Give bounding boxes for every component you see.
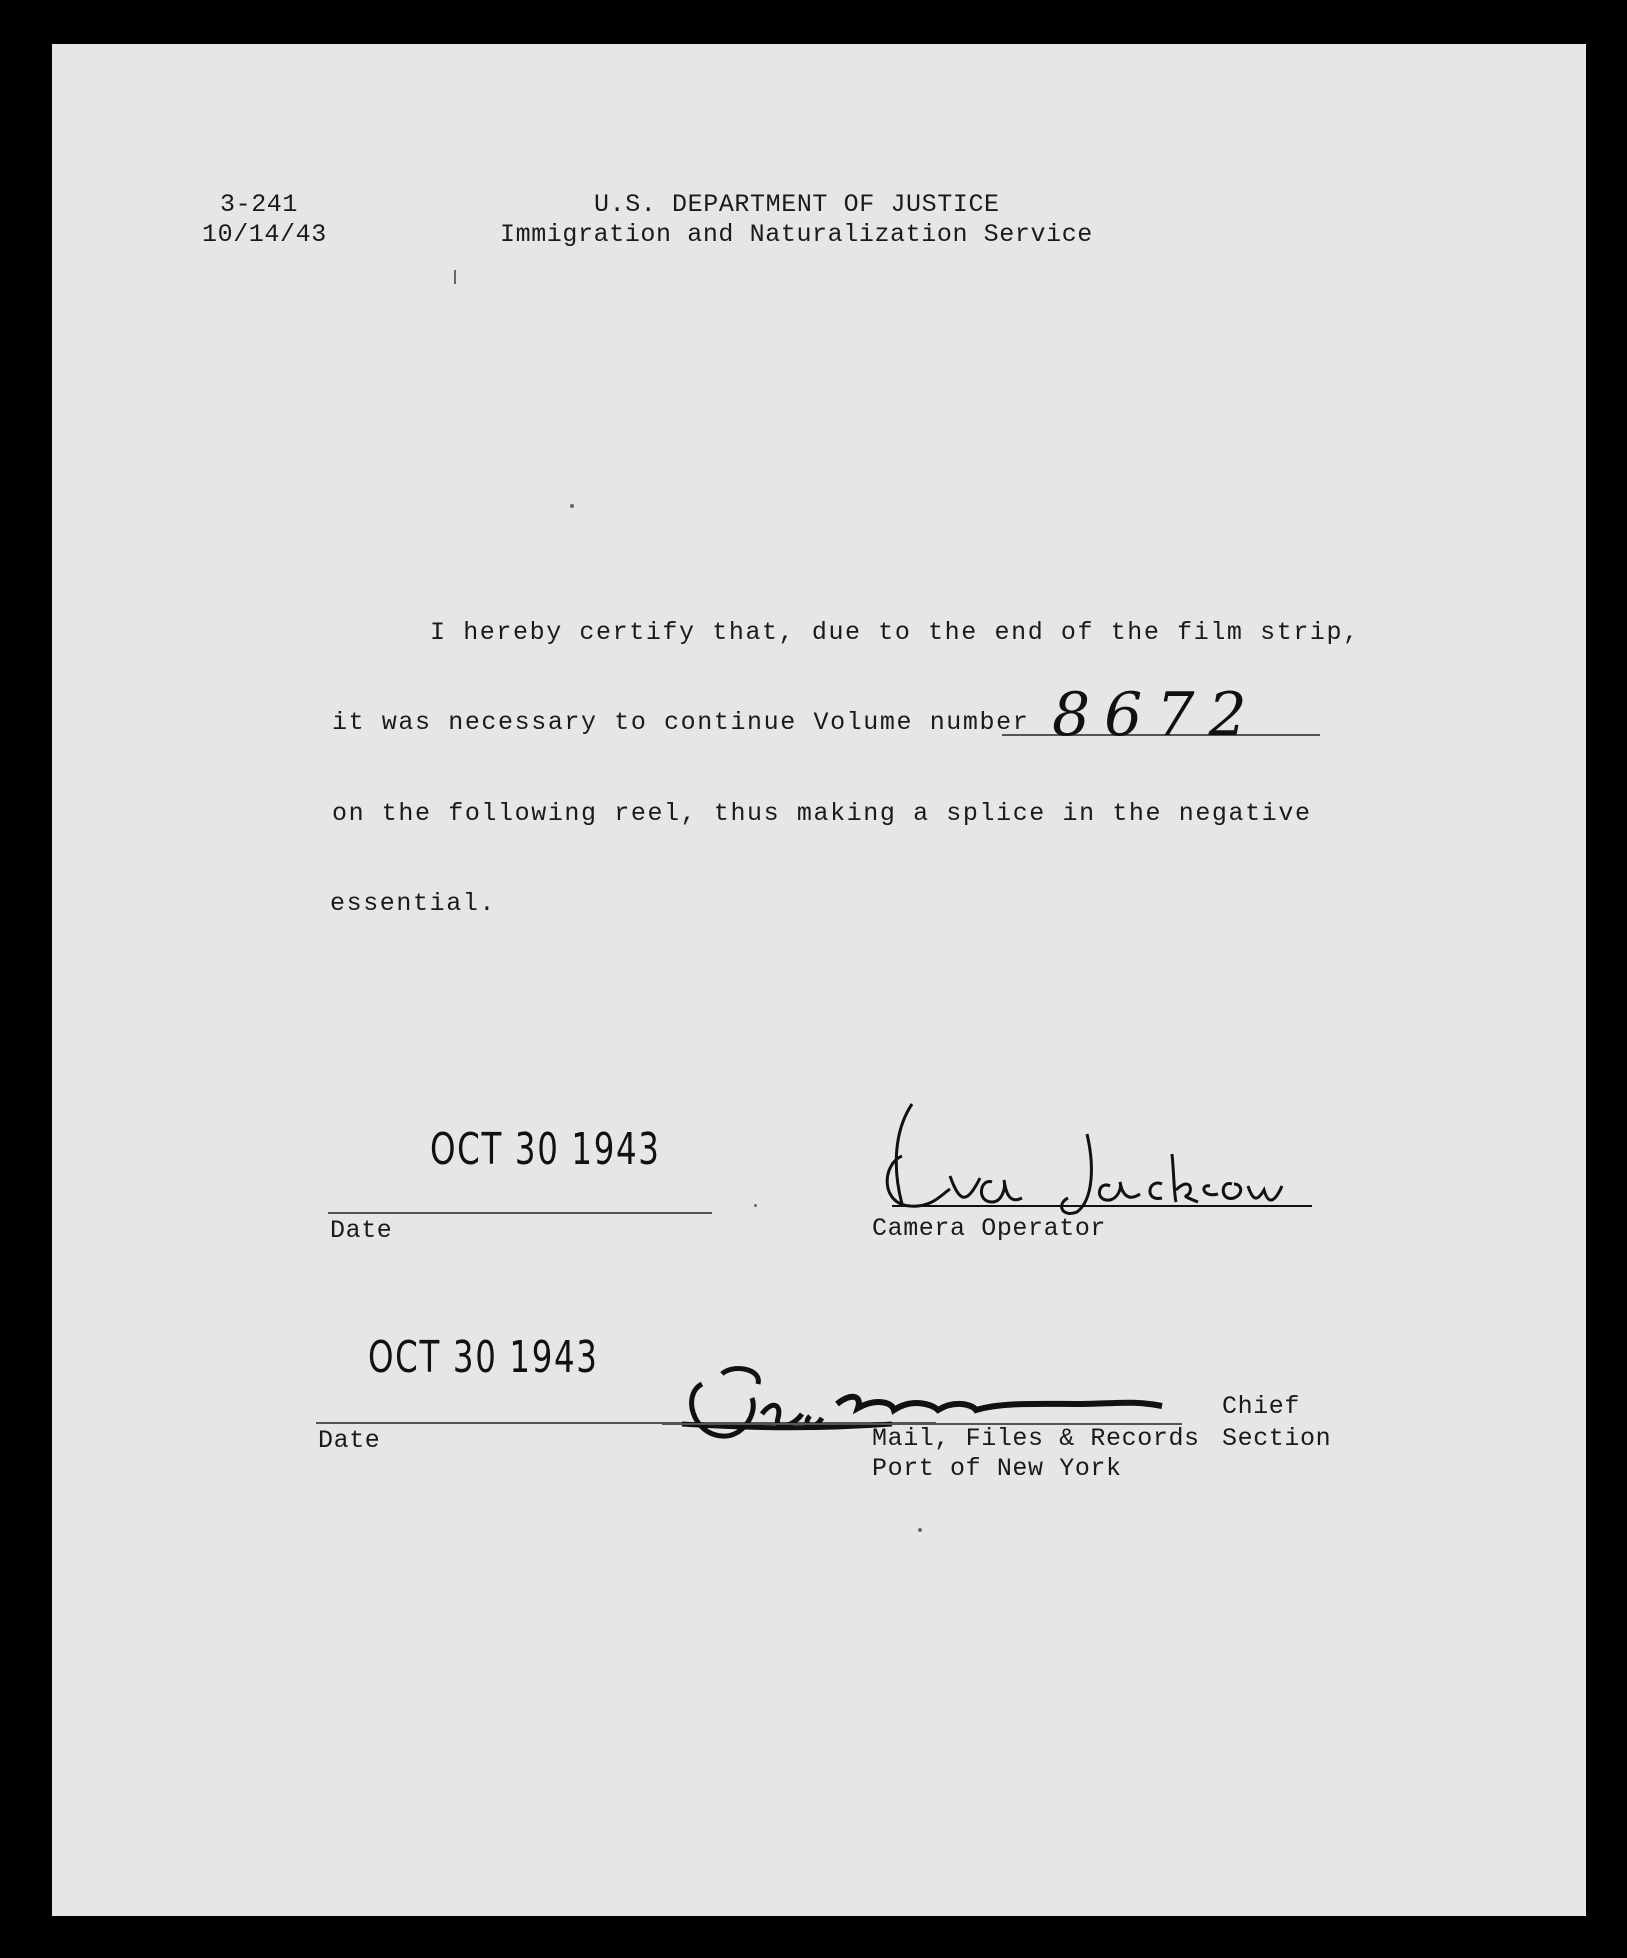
date-stamp-2: OCT 30 1943 <box>368 1332 599 1383</box>
form-date: 10/14/43 <box>202 220 327 249</box>
date-rule-1 <box>328 1212 712 1214</box>
eva-jackson-signature-svg <box>872 1094 1312 1219</box>
chief-title: Chief <box>1222 1392 1301 1421</box>
volume-number-handwritten <box>1052 680 1261 750</box>
service-title: Immigration and Naturalization Service <box>500 220 1093 249</box>
camera-operator-label: Camera Operator <box>872 1214 1107 1243</box>
scan-speck <box>454 270 456 284</box>
cert-line-1: I hereby certify that, due to the end of the film strip, <box>430 618 1360 647</box>
scan-speck <box>570 504 574 508</box>
volume-number-value: 8672 <box>1052 680 1261 750</box>
cert-line-2: it was necessary to continue Volume number <box>332 708 1030 737</box>
cert-line-4: essential. <box>330 889 497 918</box>
port-location: Port of New York <box>872 1454 1122 1483</box>
date-stamp-1: OCT 30 1943 <box>430 1124 661 1175</box>
scan-speck <box>918 1528 922 1532</box>
section-name: Mail, Files & Records <box>872 1424 1200 1453</box>
agency-title: U.S. DEPARTMENT OF JUSTICE <box>594 190 1000 219</box>
form-number: 3-241 <box>220 190 299 219</box>
date-label-1: Date <box>330 1216 393 1245</box>
cert-line-3: on the following reel, thus making a splice in the negative <box>332 799 1312 828</box>
document-page <box>52 44 1586 1916</box>
section-label: Section <box>1222 1424 1332 1453</box>
date-label-2: Date <box>318 1426 381 1455</box>
camera-operator-signature <box>872 1094 1312 1219</box>
scan-speck <box>754 1204 757 1207</box>
